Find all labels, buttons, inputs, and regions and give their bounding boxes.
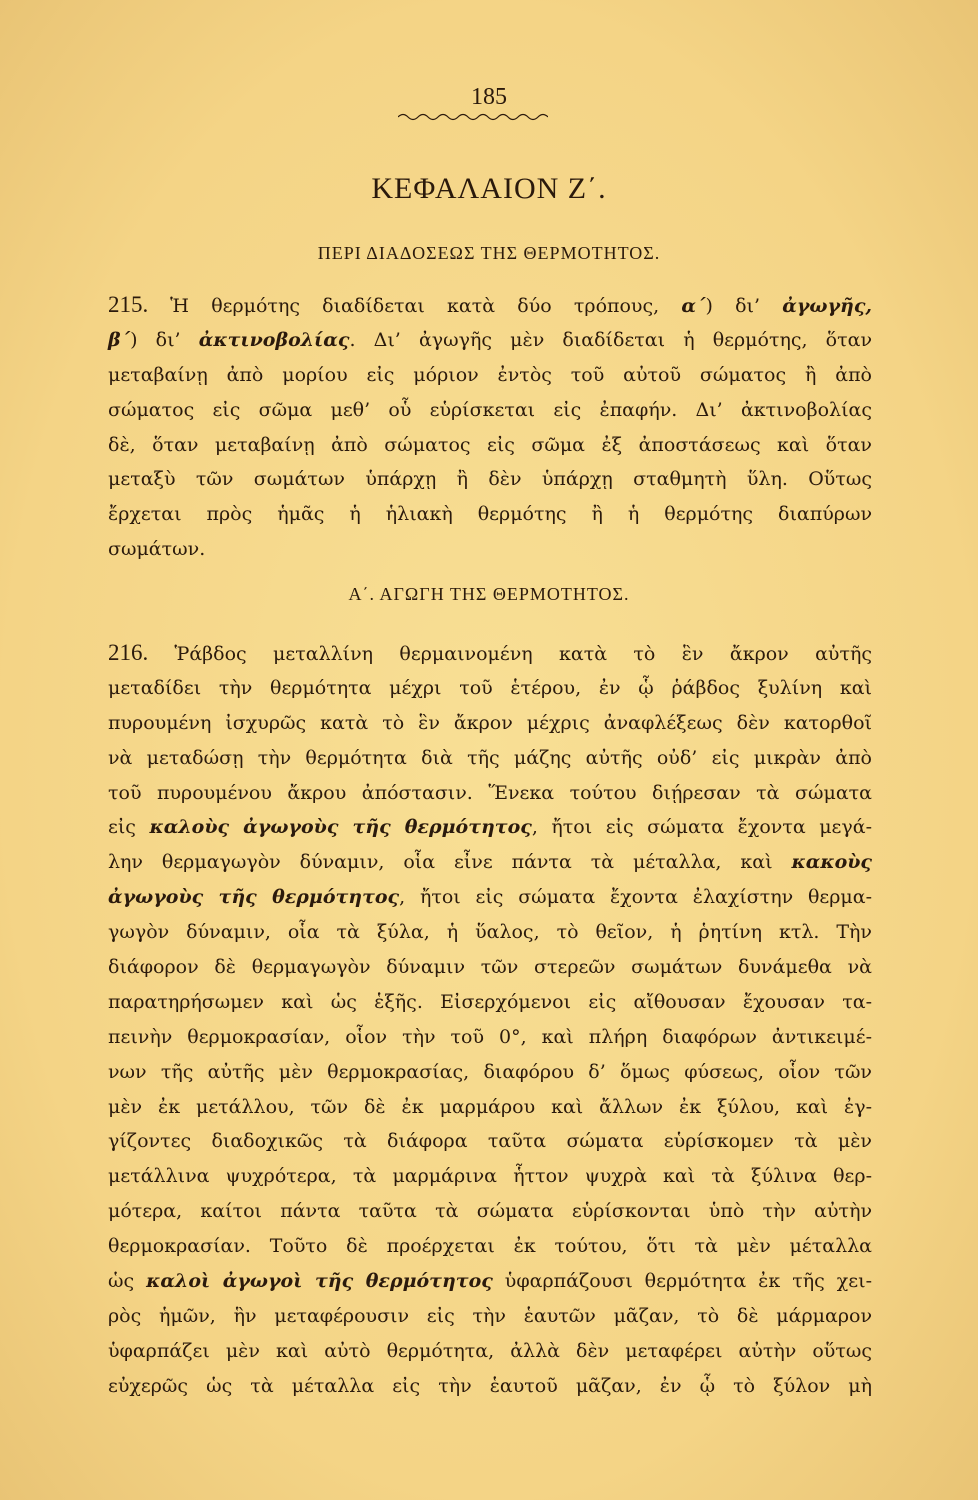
text-run: μὲν ἐκ μετάλλου, τῶν δὲ ἐκ μαρμάρου καὶ ἄλλων ἐκ ξύλου, καὶ ἐγ- bbox=[108, 1095, 872, 1118]
ornamental-wavy-rule bbox=[398, 112, 548, 122]
text-line bbox=[108, 706, 872, 741]
text-run: ὑφαρπάζει μὲν καὶ αὐτὸ θερμότητα, ἀλλὰ δὲν μεταφέρει αὐτὴν οὕτως bbox=[108, 1339, 872, 1362]
text-run: εὐχερῶς ὡς τὰ μέταλλα εἰς τὴν ἑαυτοῦ μᾶζαν, ἐν ᾧ τὸ ξύλον μὴ bbox=[108, 1374, 872, 1397]
text-line bbox=[108, 358, 872, 393]
text-run: μότερα, καίτοι πάντα ταῦτα τὰ σώματα εὑρίσκονται ὑπὸ τὴν αὐτὴν bbox=[108, 1200, 872, 1223]
text-line bbox=[108, 1264, 872, 1299]
text-run: μεταξὺ τῶν σωμάτων ὑπάρχῃ ἢ δὲν ὑπάρχῃ σταθμητὴ ὕλη. Οὕτως bbox=[108, 468, 872, 491]
emphasized-text: ἀγωγῆς, bbox=[782, 295, 872, 317]
text-line bbox=[108, 1020, 872, 1055]
text-run: πυρουμένη ἰσχυρῶς κατὰ τὸ ἓν ἄκρον μέχρις ἀναφλέξεως δὲν κατορθοῖ bbox=[108, 711, 872, 734]
text-line bbox=[108, 393, 872, 428]
text-line bbox=[108, 1090, 872, 1125]
text-line bbox=[108, 915, 872, 950]
text-line bbox=[108, 462, 872, 497]
text-line bbox=[108, 428, 872, 463]
chapter-subtitle: ΠΕΡΙ ΔΙΑΔΟΣΕΩΣ ΤΗΣ ΘΕΡΜΟΤΗΤΟΣ. bbox=[317, 243, 661, 263]
text-line bbox=[108, 1299, 872, 1334]
emphasized-text: β΄ bbox=[108, 328, 131, 351]
text-line bbox=[108, 1124, 872, 1159]
text-line bbox=[108, 323, 872, 358]
paragraph-215 bbox=[108, 288, 872, 567]
text-line bbox=[108, 497, 872, 532]
text-run: μετάλλινα ψυχρότερα, τὰ μαρμάρινα ἧττον ψυχρὰ καὶ τὰ ξύλινα θερ- bbox=[108, 1165, 872, 1188]
section-heading: Α΄. ΑΓΩΓΗ ΤΗΣ ΘΕΡΜΟΤΗΤΟΣ. bbox=[348, 584, 630, 604]
text-run: λην θερμαγωγὸν δύναμιν, οἷα εἶνε πάντα τὰ μέταλλα, καὶ bbox=[108, 851, 792, 874]
paragraph-number: 215. bbox=[108, 292, 171, 317]
text-run: ὡς bbox=[108, 1270, 147, 1293]
text-line bbox=[108, 636, 872, 671]
text-line bbox=[108, 845, 872, 880]
text-line bbox=[108, 1055, 872, 1090]
text-run: νὰ μεταδώσῃ τὴν θερμότητα διὰ τῆς μάζης αὐτῆς οὐδ’ εἰς μικρὰν ἀπὸ bbox=[108, 746, 872, 769]
text-run: νων τῆς αὐτῆς μὲν θερμοκρασίας, διαφόρου δ’ ὅμως φύσεως, οἷον τῶν bbox=[108, 1060, 872, 1083]
text-run: ) δι’ bbox=[705, 295, 783, 317]
text-run: ρὸς ἡμῶν, ἣν μεταφέρουσιν εἰς τὴν ἑαυτῶν μᾶζαν, τὸ δὲ μάρμαρον bbox=[108, 1304, 872, 1327]
paragraph-216 bbox=[108, 636, 872, 1404]
text-run: ἔρχεται πρὸς ἡμᾶς ἡ ἡλιακὴ θερμότης ἢ ἡ θερμότης διαπύρων bbox=[108, 503, 872, 526]
emphasized-text: κακοὺς bbox=[791, 851, 872, 874]
text-run: δὲ, ὅταν μεταβαίνῃ ἀπὸ σώματος εἰς σῶμα ἐξ ἀποστάσεως καὶ ὅταν bbox=[108, 433, 872, 456]
text-line bbox=[108, 532, 872, 567]
text-run: εἰς bbox=[108, 816, 150, 839]
text-line bbox=[108, 1229, 872, 1264]
text-run: σώματος εἰς σῶμα μεθ’ οὗ εὑρίσκεται εἰς ἐπαφήν. Δι’ ἀκτινοβολίας bbox=[108, 398, 872, 421]
text-run: σωμάτων. bbox=[108, 538, 206, 561]
text-line bbox=[108, 288, 872, 323]
text-run: Ἡ θερμότης διαδίδεται κατὰ δύο τρόπους, bbox=[170, 295, 682, 317]
text-run: διάφορον δὲ θερμαγωγὸν δύναμιν τῶν στερεῶν σωμάτων δυνάμεθα νὰ bbox=[108, 956, 872, 979]
text-run: παρατηρήσωμεν καὶ ὡς ἑξῆς. Εἰσερχόμενοι εἰς αἴθουσαν ἔχουσαν τα- bbox=[108, 990, 872, 1013]
paragraph-number: 216. bbox=[108, 640, 175, 665]
text-run: Ῥάβδος μεταλλίνη θερμαινομένη κατὰ τὸ ἓν ἄκρον αὐτῆς bbox=[174, 643, 873, 665]
emphasized-text: ἀκτινοβολίας bbox=[198, 328, 350, 351]
text-line bbox=[108, 741, 872, 776]
text-line bbox=[108, 1334, 872, 1369]
text-line bbox=[108, 985, 872, 1020]
text-line bbox=[108, 880, 872, 915]
text-run: γίζοντες διαδοχικῶς τὰ διάφορα ταῦτα σώματα εὑρίσκομεν τὰ μὲν bbox=[108, 1130, 872, 1153]
text-run: ) δι’ bbox=[130, 328, 199, 351]
text-run: τοῦ πυρουμένου ἄκρου ἀπόστασιν. Ἕνεκα τούτου διῄρεσαν τὰ σώματα bbox=[108, 781, 872, 804]
text-run: ὑφαρπάζουσι θερμότητα ἐκ τῆς χει- bbox=[492, 1270, 872, 1293]
text-run: πεινὴν θερμοκρασίαν, οἷον τὴν τοῦ 0°, καὶ πλήρη διαφόρων ἀντικειμέ- bbox=[108, 1025, 872, 1048]
text-run: γωγὸν δύναμιν, οἷα τὰ ξύλα, ἡ ὕαλος, τὸ θεῖον, ἡ ῥητίνη κτλ. Τὴν bbox=[108, 921, 872, 944]
page-number: 185 bbox=[471, 84, 507, 110]
text-line bbox=[108, 1369, 872, 1404]
emphasized-text: καλοὶ ἀγωγοὶ τῆς θερμότητος bbox=[146, 1270, 493, 1293]
emphasized-text: α΄ bbox=[681, 295, 706, 317]
text-run: μεταδίδει τὴν θερμότητα μέχρι τοῦ ἑτέρου, ἐν ᾧ ῥάβδος ξυλίνη καὶ bbox=[108, 676, 872, 699]
emphasized-text: ἀγωγοὺς τῆς θερμότητος bbox=[108, 886, 400, 909]
text-line bbox=[108, 1159, 872, 1194]
emphasized-text: καλοὺς ἀγωγοὺς τῆς θερμότητος bbox=[149, 816, 532, 839]
text-line bbox=[108, 1194, 872, 1229]
text-line bbox=[108, 671, 872, 706]
text-run: . Δι’ ἀγωγῆς μὲν διαδίδεται ἡ θερμότης, ὅταν bbox=[349, 328, 873, 351]
text-line bbox=[108, 776, 872, 811]
text-run: , ἤτοι εἰς σώματα ἔχοντα μεγά- bbox=[531, 816, 873, 839]
chapter-title: ΚΕΦΑΛΑΙΟΝ Ζ΄. bbox=[371, 172, 607, 205]
text-run: μεταβαίνῃ ἀπὸ μορίου εἰς μόριον ἐντὸς τοῦ αὐτοῦ σώματος ἢ ἀπὸ bbox=[108, 363, 872, 386]
text-line bbox=[108, 810, 872, 845]
text-run: , ἤτοι εἰς σώματα ἔχοντα ἐλαχίστην θερμα- bbox=[399, 886, 873, 909]
text-run: θερμοκρασίαν. Τοῦτο δὲ προέρχεται ἐκ τούτου, ὅτι τὰ μὲν μέταλλα bbox=[108, 1235, 872, 1258]
text-line bbox=[108, 950, 872, 985]
